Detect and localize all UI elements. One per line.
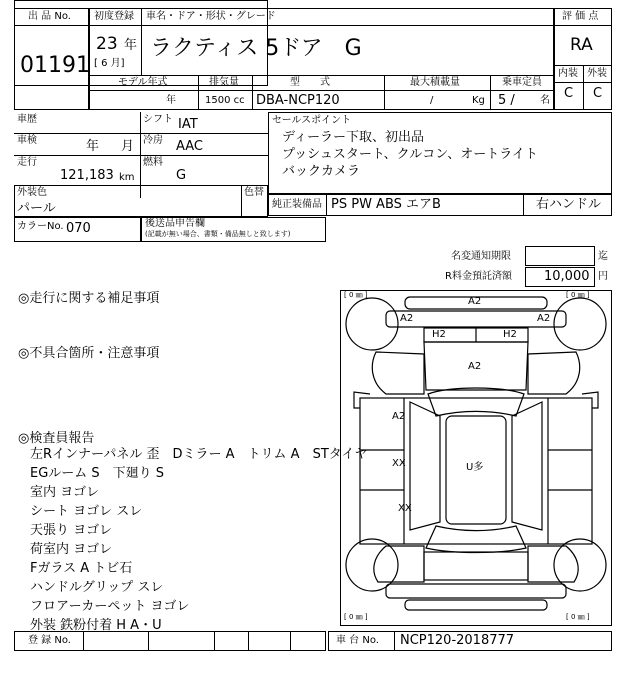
- type-label: 型 式: [290, 77, 330, 88]
- equipment-items: PS PW ABS エアB: [331, 197, 441, 212]
- max-load-label: 最大積載量: [410, 77, 460, 88]
- sales-point-line: ディーラー下取、初出品: [282, 130, 424, 145]
- year-unit: 年: [124, 38, 138, 53]
- tire-depth-rl: [ 0 ㎜ ]: [344, 613, 368, 621]
- displacement: 1500 cc: [205, 95, 245, 106]
- tire-depth-rr: [ 0 ㎜ ]: [566, 613, 590, 621]
- aircon-label: 冷房: [143, 135, 163, 146]
- registration-label: 登 録 No.: [28, 635, 71, 646]
- inspector-report: [30, 445, 368, 635]
- displacement-label: 排気量: [209, 77, 239, 88]
- sales-point-line: バックカメラ: [282, 164, 361, 179]
- body-color: パール: [17, 201, 56, 216]
- mark-lamp-right: H2: [503, 329, 517, 340]
- inspector-line: シート ヨゴレ スレ: [30, 504, 143, 519]
- interior-label: 内装: [558, 68, 578, 79]
- details-box: [14, 0, 268, 86]
- mark-roof-front: A2: [468, 361, 482, 372]
- car-outline: [340, 290, 612, 626]
- aircon: AAC: [176, 139, 203, 154]
- sales-points-label: セールスポイント: [272, 115, 352, 126]
- inspector-line: 外装 鉄粉付着 H A・U: [30, 618, 162, 633]
- eval-label: 評 価 点: [562, 11, 599, 22]
- recycle-label: R料金預託済額: [445, 271, 512, 282]
- mark-hood-right: A2: [537, 313, 551, 324]
- inspector-line: Fガラス A トビ石: [30, 561, 133, 576]
- fuel: G: [176, 168, 187, 183]
- chassis-number: NCP120-2018777: [400, 633, 515, 648]
- inspection-year-unit: 年: [86, 139, 100, 154]
- name-change-unit: 迄: [598, 251, 608, 262]
- lot-number-label: 出 品 No.: [28, 11, 71, 22]
- inspector-line: 天張り ヨゴレ: [30, 523, 113, 538]
- sales-point-line: プッシュスタート、クルコン、オートライト: [282, 147, 538, 162]
- driving-remarks-label: ◎走行に関する補足事項: [18, 291, 160, 306]
- max-load-unit: Kg: [472, 95, 485, 106]
- mileage-label: 走行: [17, 157, 37, 168]
- first-reg-label: 初度登録: [94, 11, 134, 22]
- first-reg-month: [ 6 月]: [94, 58, 125, 69]
- lot-number: 01191: [20, 53, 90, 78]
- tire-depth-fl: [ 0 ㎜ ]: [344, 291, 368, 299]
- eval-score: RA: [570, 35, 593, 55]
- exterior-grade: C: [593, 86, 603, 101]
- recycle-value: 10,000: [544, 269, 590, 284]
- mark-roof-center: U多: [466, 462, 484, 473]
- capacity: 5 /: [498, 93, 515, 108]
- mark-lamp-left: H2: [432, 329, 446, 340]
- inspector-line: 左Rインナーパネル 歪 Dミラー A トリム A STタイヤ: [30, 447, 368, 462]
- interior-grade: C: [564, 86, 574, 101]
- max-load-sep: /: [430, 95, 434, 106]
- model-year-unit: 年: [166, 95, 176, 106]
- docs-label: 後送品申告欄: [145, 218, 205, 229]
- recycle-unit: 円: [598, 271, 608, 282]
- inspector-line: 室内 ヨゴレ: [30, 485, 100, 500]
- first-reg-year: 23: [96, 34, 118, 54]
- mark-left-front-door: A2: [392, 411, 406, 422]
- exterior-label: 外装: [587, 68, 607, 79]
- mark-hood-left: A2: [400, 313, 414, 324]
- defects-label: ◎不具合箇所・注意事項: [18, 346, 160, 361]
- mark-left-rear-panel: XX: [398, 503, 412, 514]
- color-change-label: 色替: [244, 187, 264, 198]
- mileage: 121,183: [60, 168, 114, 183]
- inspector-line: 荷室内 ヨゴレ: [30, 542, 113, 557]
- mark-front-bumper: A2: [468, 296, 482, 307]
- inspection-label: 車検: [17, 135, 37, 146]
- capacity-label: 乗車定員: [502, 77, 542, 88]
- inspector-line: EGルーム S 下廻り S: [30, 466, 165, 481]
- color-label: 外装色: [17, 187, 47, 198]
- model-year-label: モデル年式: [118, 77, 168, 88]
- color-no-label: カラーNo.: [17, 221, 64, 232]
- mark-left-rear-door: XX: [392, 458, 406, 469]
- color-no: 070: [66, 221, 91, 236]
- inspector-label: ◎検査員報告: [18, 431, 95, 446]
- inspector-line: フロアーカーペット ヨゴレ: [30, 599, 190, 614]
- fuel-label: 燃料: [143, 157, 163, 168]
- mileage-unit: km: [119, 172, 135, 183]
- car-name-label: 車名・ドア・形状・グレード: [146, 11, 276, 22]
- chassis-label: 車 台 No.: [336, 635, 379, 646]
- capacity-unit: 名: [540, 95, 550, 106]
- name-change-label: 名変通知期限: [451, 251, 511, 262]
- model-type: DBA-NCP120: [256, 93, 340, 108]
- inspector-line: ハンドルグリップ スレ: [30, 580, 164, 595]
- name-change-value: [525, 246, 595, 266]
- car-name: ラクティス 5ドア G: [150, 36, 362, 61]
- steering-side: 右ハンドル: [536, 197, 602, 212]
- equipment-label: 純正装備品: [272, 199, 322, 210]
- inspection-month-unit: 月: [121, 139, 135, 154]
- shift: IAT: [178, 117, 198, 132]
- history-label: 車歴: [17, 114, 37, 125]
- shift-label: シフト: [143, 114, 173, 125]
- tire-depth-fr: [ 0 ㎜ ]: [566, 291, 590, 299]
- docs-note: (記載が無い場合、書類・備品無しと致します): [145, 230, 291, 238]
